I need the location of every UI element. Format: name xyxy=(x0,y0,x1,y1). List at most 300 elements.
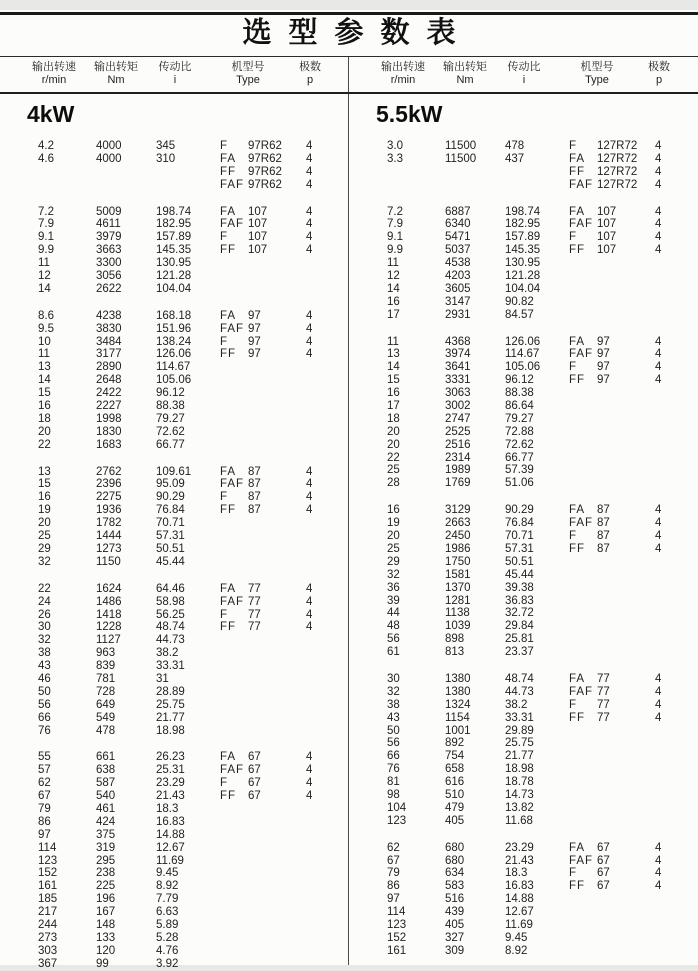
cell-type-model xyxy=(597,737,655,750)
cell-torque: 167 xyxy=(96,906,116,919)
header-label-line xyxy=(349,61,697,74)
cell-torque: 1486 xyxy=(96,595,122,608)
cell-ratio: 6.63 xyxy=(156,906,179,919)
cell-poles: 4 xyxy=(655,504,662,517)
cell-type-prefix xyxy=(220,958,248,971)
cell-type-model xyxy=(597,633,655,646)
cell-type-model: 77 xyxy=(597,711,610,724)
cell-type-model: 97R62 xyxy=(248,178,282,191)
cell-ratio: 64.46 xyxy=(156,582,185,595)
table-row xyxy=(349,607,697,620)
cell-ratio: 18.98 xyxy=(156,724,185,737)
cell-poles xyxy=(655,750,675,763)
cell-poles: 4 xyxy=(306,244,313,257)
cell-torque: 133 xyxy=(96,931,116,944)
cell-torque: 439 xyxy=(445,906,465,919)
cell-poles xyxy=(655,257,675,270)
cell-torque: 1444 xyxy=(96,530,122,543)
cell-torque: 587 xyxy=(96,777,116,790)
cell-poles: 4 xyxy=(306,608,313,621)
cell-speed: 16 xyxy=(387,295,400,308)
cell-poles xyxy=(655,815,675,828)
cell-type-prefix: FF xyxy=(569,374,586,387)
table-row xyxy=(349,686,697,699)
cell-ratio: 26.23 xyxy=(156,751,185,764)
table-row xyxy=(349,543,697,556)
cell-type-prefix: FAF xyxy=(569,854,594,867)
cell-type-model: 67 xyxy=(248,777,261,790)
cell-type-prefix xyxy=(569,607,597,620)
cell-torque: 319 xyxy=(96,841,116,854)
cell-poles: 4 xyxy=(306,205,313,218)
table-row xyxy=(349,530,697,543)
table-row xyxy=(0,893,348,906)
cell-speed: 13 xyxy=(38,465,51,478)
cell-speed: 67 xyxy=(38,790,51,803)
table-row xyxy=(0,231,348,244)
cell-type-prefix xyxy=(569,750,597,763)
cell-type-prefix: FAF xyxy=(569,685,594,698)
cell-type-prefix xyxy=(569,893,597,906)
cell-poles xyxy=(306,517,326,530)
cell-type-prefix xyxy=(220,543,248,556)
cell-type-model: 127R72 xyxy=(597,178,638,191)
cell-torque: 1370 xyxy=(445,581,471,594)
cell-speed: 56 xyxy=(387,633,400,646)
cell-torque: 1001 xyxy=(445,724,471,737)
cell-poles xyxy=(306,919,326,932)
reducer-group xyxy=(349,206,697,322)
cell-torque xyxy=(445,166,505,179)
cell-poles xyxy=(306,945,326,958)
cell-type-prefix: FF xyxy=(569,542,586,555)
cell-type-model xyxy=(248,932,306,945)
cell-ratio: 70.71 xyxy=(505,530,534,543)
table-row xyxy=(0,179,348,192)
table-row xyxy=(349,387,697,400)
cell-torque: 11500 xyxy=(445,140,477,152)
cell-speed: 25 xyxy=(387,464,400,477)
cell-type-model: 77 xyxy=(248,621,261,634)
cell-type-model xyxy=(597,595,655,608)
cell-type-prefix xyxy=(569,725,597,738)
cell-type-model: 127R72 xyxy=(597,165,638,178)
cell-type-prefix xyxy=(220,686,248,699)
table-row xyxy=(0,504,348,517)
cell-poles: 4 xyxy=(655,231,662,244)
cell-ratio: 76.84 xyxy=(505,517,534,530)
cell-poles: 4 xyxy=(306,504,313,517)
cell-torque: 616 xyxy=(445,776,465,789)
cell-ratio: 14.88 xyxy=(505,893,534,906)
cell-type-prefix xyxy=(220,842,248,855)
cell-type-prefix xyxy=(569,569,597,582)
table-header-band xyxy=(0,56,698,94)
cell-type-prefix xyxy=(220,660,248,673)
cell-ratio: 11.68 xyxy=(505,814,533,827)
cell-ratio: 57.31 xyxy=(505,542,534,555)
cell-type-prefix: FAF xyxy=(569,348,594,361)
cell-type-model xyxy=(248,439,306,452)
cell-ratio: 23.37 xyxy=(505,646,534,659)
cell-ratio: 76.84 xyxy=(156,504,185,517)
cell-speed: 50 xyxy=(38,685,51,698)
header-unit-line xyxy=(0,74,348,87)
cell-speed: 38 xyxy=(387,698,400,711)
table-row xyxy=(349,919,697,932)
cell-type-prefix: FAF xyxy=(220,478,245,491)
cell-torque: 540 xyxy=(96,790,116,803)
cell-type-model xyxy=(597,556,655,569)
cell-torque: 2450 xyxy=(445,530,471,543)
cell-type-model xyxy=(248,945,306,958)
cell-type-prefix xyxy=(569,633,597,646)
cell-speed: 114 xyxy=(387,906,406,919)
col-speed-label: 输出转速 xyxy=(32,61,76,73)
table-row xyxy=(0,880,348,893)
cell-torque: 5037 xyxy=(445,244,471,257)
cell-torque: 2422 xyxy=(96,387,122,400)
table-row xyxy=(349,464,697,477)
table-row xyxy=(0,426,348,439)
table-row xyxy=(0,686,348,699)
cell-type-model: 97 xyxy=(248,335,261,348)
table-row xyxy=(0,310,348,323)
cell-ratio: 66.77 xyxy=(505,451,534,464)
cell-ratio: 151.96 xyxy=(156,322,192,335)
cell-speed: 114 xyxy=(38,841,57,854)
cell-poles xyxy=(655,945,675,958)
col-speed-unit: r/min xyxy=(390,74,416,86)
cell-poles xyxy=(655,283,675,296)
cell-torque: 963 xyxy=(96,647,116,660)
cell-poles xyxy=(306,686,326,699)
table-row xyxy=(349,789,697,802)
table-row xyxy=(0,218,348,231)
cell-torque: 478 xyxy=(96,724,116,737)
cell-type-prefix xyxy=(220,426,248,439)
cell-type-model: 77 xyxy=(597,685,610,698)
cell-type-model xyxy=(597,919,655,932)
cell-speed: 86 xyxy=(387,880,400,893)
cell-torque: 1228 xyxy=(96,621,122,634)
cell-torque: 839 xyxy=(96,660,116,673)
cell-poles xyxy=(655,763,675,776)
cell-ratio: 50.51 xyxy=(505,555,534,568)
cell-poles: 4 xyxy=(655,530,662,543)
cell-type-prefix: FAF xyxy=(220,178,245,191)
table-row xyxy=(0,244,348,257)
cell-ratio: 121.28 xyxy=(156,270,192,283)
cell-torque: 4203 xyxy=(445,270,471,283)
cell-torque: 1138 xyxy=(445,607,470,620)
cell-type-model: 67 xyxy=(597,880,610,893)
cell-speed xyxy=(38,166,96,179)
table-row xyxy=(349,477,697,490)
cell-torque: 2275 xyxy=(96,491,122,504)
cell-torque: 2516 xyxy=(445,438,471,451)
cell-ratio: 29.89 xyxy=(505,724,534,737)
cell-speed: 28 xyxy=(387,477,400,490)
cell-poles: 4 xyxy=(306,335,313,348)
cell-type-prefix: FAF xyxy=(569,218,594,231)
cell-poles: 4 xyxy=(655,880,662,893)
cell-poles: 4 xyxy=(306,322,313,335)
cell-torque: 120 xyxy=(96,944,116,957)
cell-speed: 7.9 xyxy=(387,218,403,231)
cell-ratio: 5.89 xyxy=(156,918,179,931)
cell-poles xyxy=(306,880,326,893)
table-row xyxy=(0,919,348,932)
cell-ratio: 11.69 xyxy=(156,854,184,867)
cell-poles xyxy=(306,893,326,906)
cell-type-prefix xyxy=(220,556,248,569)
table-row xyxy=(349,802,697,815)
cell-speed: 14 xyxy=(387,361,400,374)
cell-ratio: 3.92 xyxy=(156,957,179,970)
cell-poles: 4 xyxy=(655,152,662,165)
cell-torque: 680 xyxy=(445,841,465,854)
cell-poles xyxy=(306,725,326,738)
cell-poles: 4 xyxy=(655,244,662,257)
reducer-group xyxy=(349,140,697,192)
cell-type-prefix xyxy=(220,880,248,893)
cell-type-model: 67 xyxy=(597,854,610,867)
cell-torque: 2396 xyxy=(96,478,122,491)
cell-torque: 3147 xyxy=(445,295,471,308)
cell-poles xyxy=(655,464,675,477)
cell-type-model xyxy=(248,400,306,413)
cell-poles xyxy=(655,270,675,283)
cell-torque: 583 xyxy=(445,880,465,893)
table-row xyxy=(349,270,697,283)
cell-ratio: 145.35 xyxy=(505,244,541,257)
table-row xyxy=(349,893,697,906)
cell-speed: 185 xyxy=(38,893,58,906)
col-torque-label: 输出转矩 xyxy=(443,61,487,73)
cell-torque: 3129 xyxy=(445,504,471,517)
cell-torque: 1624 xyxy=(96,582,122,595)
cell-speed: 76 xyxy=(38,724,51,737)
cell-ratio: 21.43 xyxy=(156,790,185,803)
cell-type-model xyxy=(597,426,655,439)
cell-ratio: 44.73 xyxy=(156,634,185,647)
table-body-band xyxy=(0,94,698,970)
cell-ratio: 114.67 xyxy=(156,361,191,374)
cell-torque: 6887 xyxy=(445,205,471,218)
table-row xyxy=(0,699,348,712)
cell-torque: 549 xyxy=(96,711,116,724)
cell-torque: 238 xyxy=(96,867,116,880)
cell-poles: 4 xyxy=(306,465,313,478)
cell-torque: 3300 xyxy=(96,257,122,270)
cell-type-model: 77 xyxy=(597,698,610,711)
cell-type-prefix xyxy=(220,803,248,816)
cell-type-model xyxy=(248,556,306,569)
cell-type-prefix xyxy=(569,400,597,413)
cell-type-prefix: F xyxy=(569,140,578,152)
cell-torque: 461 xyxy=(96,802,116,815)
cell-poles xyxy=(306,660,326,673)
cell-ratio: 157.89 xyxy=(156,231,192,244)
table-row xyxy=(0,283,348,296)
cell-speed: 32 xyxy=(387,685,400,698)
col-torque-unit: Nm xyxy=(456,74,474,86)
table-row xyxy=(0,323,348,336)
cell-poles xyxy=(655,620,675,633)
cell-poles xyxy=(306,374,326,387)
cell-poles: 4 xyxy=(306,165,313,178)
cell-type-model xyxy=(597,439,655,452)
cell-type-prefix: FA xyxy=(220,309,237,322)
cell-type-prefix xyxy=(569,426,597,439)
selection-parameter-table-page xyxy=(0,10,698,970)
cell-poles: 4 xyxy=(306,478,313,491)
cell-ratio: 8.92 xyxy=(505,944,528,957)
cell-torque: 2314 xyxy=(445,451,471,464)
cell-speed: 29 xyxy=(38,542,51,555)
cell-poles: 4 xyxy=(655,867,662,880)
cell-type-model: 87 xyxy=(248,491,261,504)
cell-type-prefix: F xyxy=(220,335,229,348)
cell-type-prefix xyxy=(220,387,248,400)
cell-poles xyxy=(655,607,675,620)
cell-speed: 303 xyxy=(38,944,58,957)
cell-ratio: 79.27 xyxy=(505,412,534,425)
cell-ratio: 12.67 xyxy=(156,841,185,854)
cell-poles: 4 xyxy=(306,790,313,803)
cell-type-prefix: FF xyxy=(569,244,586,257)
cell-poles xyxy=(306,829,326,842)
table-row xyxy=(349,842,697,855)
cell-ratio: 12.67 xyxy=(505,906,534,919)
table-row xyxy=(349,633,697,646)
table-row xyxy=(349,582,697,595)
cell-ratio: 18.78 xyxy=(505,776,534,789)
cell-speed: 20 xyxy=(387,425,400,438)
cell-speed: 12 xyxy=(38,270,51,283)
cell-ratio: 105.06 xyxy=(505,361,541,374)
cell-speed: 19 xyxy=(387,517,400,530)
table-row xyxy=(349,374,697,387)
cell-torque: 1039 xyxy=(445,620,471,633)
cell-ratio xyxy=(505,179,569,192)
table-row xyxy=(0,400,348,413)
cell-ratio: 88.38 xyxy=(156,400,185,413)
cell-ratio: 23.29 xyxy=(505,841,534,854)
cell-torque: 1273 xyxy=(96,542,122,555)
cell-poles: 4 xyxy=(306,491,313,504)
cell-poles xyxy=(655,582,675,595)
cell-speed: 26 xyxy=(38,608,51,621)
reducer-group xyxy=(0,751,348,970)
cell-type-prefix xyxy=(569,556,597,569)
cell-type-prefix xyxy=(220,712,248,725)
cell-type-prefix xyxy=(220,906,248,919)
table-row xyxy=(0,764,348,777)
cell-ratio: 50.51 xyxy=(156,542,185,555)
cell-type-model xyxy=(248,543,306,556)
cell-speed: 9.9 xyxy=(38,244,54,257)
cell-torque: 1750 xyxy=(445,555,471,568)
cell-type-model: 97R62 xyxy=(248,152,282,165)
cell-torque: 1769 xyxy=(445,477,471,490)
cell-poles xyxy=(655,737,675,750)
cell-type-prefix xyxy=(569,776,597,789)
cell-ratio: 33.31 xyxy=(156,660,185,673)
cell-ratio: 8.92 xyxy=(156,880,179,893)
cell-ratio xyxy=(156,179,220,192)
cell-speed: 9.1 xyxy=(38,231,54,244)
table-row xyxy=(0,855,348,868)
reducer-group xyxy=(349,673,697,828)
col-type-label: 机型号 xyxy=(580,61,614,73)
cell-torque xyxy=(96,166,156,179)
cell-poles: 4 xyxy=(655,698,662,711)
cell-speed: 46 xyxy=(38,672,51,685)
table-row xyxy=(349,231,697,244)
table-row xyxy=(0,583,348,596)
cell-ratio: 48.74 xyxy=(156,621,185,634)
cell-type-model xyxy=(248,906,306,919)
cell-type-prefix: F xyxy=(569,530,578,543)
cell-ratio: 90.29 xyxy=(505,504,534,517)
cell-poles xyxy=(306,647,326,660)
cell-ratio: 198.74 xyxy=(156,205,192,218)
cell-ratio: 21.77 xyxy=(156,711,185,724)
cell-type-prefix xyxy=(569,464,597,477)
cell-type-model xyxy=(248,530,306,543)
cell-speed: 43 xyxy=(38,660,51,673)
cell-torque: 3663 xyxy=(96,244,122,257)
cell-torque: 6340 xyxy=(445,218,471,231)
table-row xyxy=(349,426,697,439)
cell-type-prefix xyxy=(569,906,597,919)
cell-type-model: 87 xyxy=(248,465,261,478)
cell-poles xyxy=(655,400,675,413)
cell-type-prefix: FA xyxy=(569,841,586,854)
cell-poles xyxy=(655,439,675,452)
cell-torque: 2890 xyxy=(96,361,122,374)
cell-type-prefix xyxy=(569,789,597,802)
cell-poles xyxy=(306,361,326,374)
cell-poles: 4 xyxy=(306,751,313,764)
table-row xyxy=(0,842,348,855)
cell-type-prefix: FA xyxy=(220,465,237,478)
cell-torque: 728 xyxy=(96,685,116,698)
cell-type-model: 87 xyxy=(597,542,610,555)
cell-torque: 898 xyxy=(445,633,465,646)
cell-torque: 5471 xyxy=(445,231,471,244)
cell-poles xyxy=(655,906,675,919)
cell-poles: 4 xyxy=(655,335,662,348)
cell-type-prefix: F xyxy=(220,491,229,504)
cell-ratio: 126.06 xyxy=(156,348,192,361)
cell-type-prefix: FA xyxy=(569,672,586,685)
cell-speed: 123 xyxy=(38,854,58,867)
cell-speed: 123 xyxy=(387,814,407,827)
cell-poles: 4 xyxy=(655,711,662,724)
cell-type-model: 77 xyxy=(597,672,610,685)
cell-poles xyxy=(655,919,675,932)
cell-ratio: 66.77 xyxy=(156,438,185,451)
cell-ratio: 182.95 xyxy=(156,218,192,231)
cell-type-prefix: FF xyxy=(220,504,237,517)
cell-type-model xyxy=(597,452,655,465)
cell-type-prefix xyxy=(220,517,248,530)
cell-poles: 4 xyxy=(655,361,662,374)
cell-type-prefix: FA xyxy=(220,582,237,595)
